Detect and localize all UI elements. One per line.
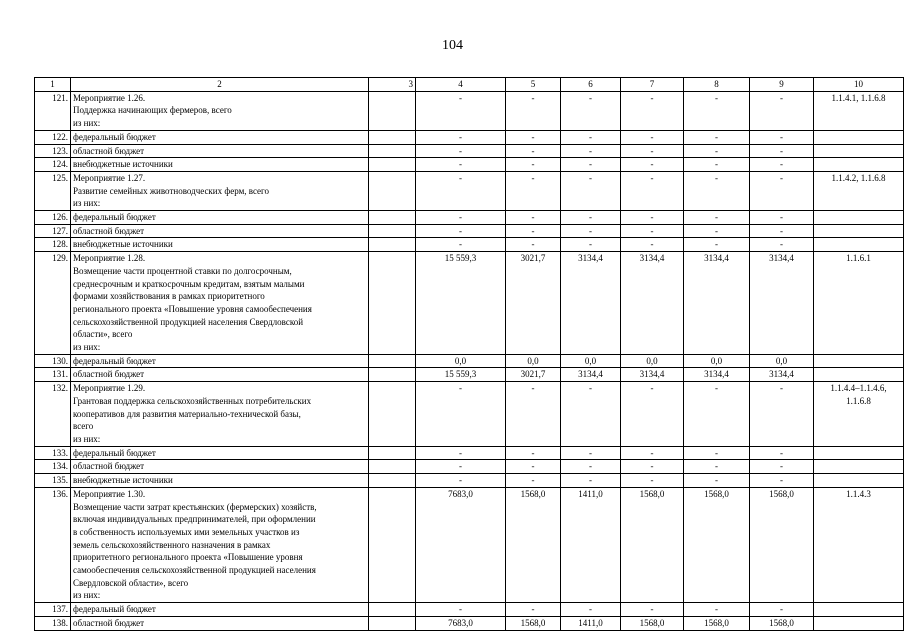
value-cell: -	[621, 446, 684, 460]
description-line: внебюджетные источники	[73, 239, 173, 250]
row-number: 128.	[35, 238, 71, 252]
table-row	[35, 382, 904, 447]
description-line: Мероприятие 1.26.	[73, 92, 146, 103]
table-row	[35, 354, 904, 368]
header-cell: 1	[35, 78, 71, 92]
value-cell: 3134,4	[561, 368, 621, 382]
value-cell: -	[684, 460, 750, 474]
col3-cell	[369, 171, 416, 210]
description-line: внебюджетные источники	[73, 159, 173, 170]
col3-cell	[369, 252, 416, 355]
value-cell: -	[416, 382, 506, 447]
value-cell: -	[561, 211, 621, 225]
row-number: 133.	[35, 446, 71, 460]
row-number: 136.	[35, 487, 71, 602]
value-cell: -	[416, 446, 506, 460]
table-row	[35, 616, 904, 630]
table-row	[35, 158, 904, 172]
value-cell: -	[506, 446, 561, 460]
indicator-code	[814, 603, 904, 617]
indicator-code-line: 1.1.4.1, 1.1.6.8	[831, 92, 886, 103]
description-line: из них:	[73, 433, 101, 444]
value-cell: -	[506, 144, 561, 158]
description-line: земель сельскохозяйственного назначения в рамках	[73, 539, 271, 550]
row-description	[71, 616, 369, 630]
row-description	[71, 171, 369, 210]
description-line: среднесрочным и краткосрочным кредитам, взятым малыми	[73, 278, 305, 289]
table-row	[35, 211, 904, 225]
description-line: Поддержка начинающих фермеров, всего	[73, 105, 232, 116]
value-cell: 0,0	[750, 354, 814, 368]
description-line: формами хозяйствования в рамках приоритетного	[73, 291, 265, 302]
header-cell: 4	[416, 78, 506, 92]
description-line: из них:	[73, 118, 101, 129]
indicator-code	[814, 158, 904, 172]
value-cell: -	[506, 158, 561, 172]
value-cell: -	[416, 171, 506, 210]
description-line: области», всего	[73, 329, 133, 340]
value-cell: -	[621, 238, 684, 252]
header-cell: 2	[71, 78, 369, 92]
description-line: областной бюджет	[73, 461, 145, 472]
value-cell: -	[750, 171, 814, 210]
table-row	[35, 144, 904, 158]
header-cell: 10	[814, 78, 904, 92]
value-cell: 1568,0	[621, 616, 684, 630]
description-line: федеральный бюджет	[73, 355, 156, 366]
indicator-code	[814, 238, 904, 252]
value-cell: -	[416, 158, 506, 172]
value-cell: 3134,4	[684, 368, 750, 382]
indicator-code	[814, 368, 904, 382]
header-cell: 3	[369, 78, 416, 92]
value-cell: -	[621, 158, 684, 172]
value-cell: 1568,0	[506, 616, 561, 630]
table-row	[35, 171, 904, 210]
value-cell: 1411,0	[561, 487, 621, 602]
row-number: 137.	[35, 603, 71, 617]
indicator-code	[814, 224, 904, 238]
row-description	[71, 252, 369, 355]
value-cell: -	[750, 474, 814, 488]
row-number: 138.	[35, 616, 71, 630]
description-line: сельскохозяйственной продукцией населения Свердловской	[73, 316, 304, 327]
row-description	[71, 446, 369, 460]
table-row	[35, 130, 904, 144]
value-cell: -	[621, 382, 684, 447]
row-description	[71, 474, 369, 488]
value-cell: -	[750, 144, 814, 158]
description-line: Мероприятие 1.30.	[73, 488, 146, 499]
row-number: 123.	[35, 144, 71, 158]
row-number: 126.	[35, 211, 71, 225]
indicator-code	[814, 211, 904, 225]
value-cell: -	[506, 238, 561, 252]
indicator-code	[814, 171, 904, 210]
value-cell: -	[561, 144, 621, 158]
value-cell: -	[684, 144, 750, 158]
description-line: из них:	[73, 342, 101, 353]
description-line: Возмещение части процентной ставки по долгосрочным,	[73, 265, 292, 276]
row-number: 125.	[35, 171, 71, 210]
value-cell: -	[621, 474, 684, 488]
table-row	[35, 446, 904, 460]
value-cell: -	[561, 130, 621, 144]
value-cell: -	[416, 474, 506, 488]
value-cell: 3134,4	[621, 252, 684, 355]
description-line: Развитие семейных животноводческих ферм, всего	[73, 185, 270, 196]
indicator-code-line: 1.1.6.1	[846, 253, 871, 264]
row-description	[71, 368, 369, 382]
value-cell: -	[416, 460, 506, 474]
row-description	[71, 460, 369, 474]
value-cell: -	[561, 603, 621, 617]
value-cell: 3134,4	[750, 252, 814, 355]
col3-cell	[369, 382, 416, 447]
value-cell: -	[750, 238, 814, 252]
value-cell: -	[561, 446, 621, 460]
row-number: 132.	[35, 382, 71, 447]
table-row	[35, 603, 904, 617]
table-row	[35, 238, 904, 252]
value-cell: 15 559,3	[416, 368, 506, 382]
indicator-code	[814, 474, 904, 488]
value-cell: 1568,0	[750, 487, 814, 602]
value-cell: 3134,4	[750, 368, 814, 382]
indicator-code	[814, 130, 904, 144]
value-cell: -	[506, 474, 561, 488]
row-description	[71, 238, 369, 252]
indicator-code	[814, 252, 904, 355]
col3-cell	[369, 211, 416, 225]
description-line: включая индивидуальных предпринимателей, при оформлении	[73, 514, 316, 525]
description-line: кооперативов для развития материально-технической базы,	[73, 408, 301, 419]
description-line: Мероприятие 1.28.	[73, 253, 146, 264]
value-cell: -	[561, 474, 621, 488]
indicator-code	[814, 144, 904, 158]
value-cell: -	[684, 603, 750, 617]
value-cell: -	[506, 460, 561, 474]
table-row	[35, 487, 904, 602]
value-cell: -	[750, 91, 814, 130]
value-cell: -	[684, 382, 750, 447]
description-line: областной бюджет	[73, 145, 145, 156]
row-number: 122.	[35, 130, 71, 144]
value-cell: -	[621, 130, 684, 144]
value-cell: 3134,4	[621, 368, 684, 382]
value-cell: -	[416, 144, 506, 158]
value-cell: -	[684, 224, 750, 238]
value-cell: -	[416, 238, 506, 252]
value-cell: 15 559,3	[416, 252, 506, 355]
value-cell: -	[561, 460, 621, 474]
col3-cell	[369, 91, 416, 130]
indicator-code	[814, 616, 904, 630]
value-cell: 1568,0	[506, 487, 561, 602]
value-cell: -	[750, 460, 814, 474]
header-cell: 5	[506, 78, 561, 92]
value-cell: -	[561, 158, 621, 172]
description-line: самообеспечения сельскохозяйственной продукцией населения	[73, 565, 316, 576]
header-cell: 8	[684, 78, 750, 92]
row-description	[71, 224, 369, 238]
value-cell: 3021,7	[506, 252, 561, 355]
indicator-code	[814, 382, 904, 447]
table-row	[35, 474, 904, 488]
row-number: 124.	[35, 158, 71, 172]
value-cell: -	[561, 238, 621, 252]
value-cell: -	[621, 224, 684, 238]
value-cell: -	[750, 446, 814, 460]
value-cell: 0,0	[506, 354, 561, 368]
header-cell: 6	[561, 78, 621, 92]
value-cell: -	[561, 382, 621, 447]
row-number: 131.	[35, 368, 71, 382]
table-row	[35, 224, 904, 238]
row-number: 130.	[35, 354, 71, 368]
description-line: областной бюджет	[73, 225, 145, 236]
value-cell: -	[506, 382, 561, 447]
budget-table	[34, 77, 904, 631]
value-cell: -	[506, 224, 561, 238]
value-cell: -	[750, 382, 814, 447]
description-line: в собственность используемых ими земельных участков из	[73, 526, 300, 537]
indicator-code-line: 1.1.4.4–1.1.4.6,	[830, 383, 887, 394]
value-cell: 1568,0	[684, 616, 750, 630]
row-number: 134.	[35, 460, 71, 474]
page-number: 104	[442, 38, 463, 53]
col3-cell	[369, 224, 416, 238]
description-line: регионального проекта «Повышение уровня самообеспечения	[73, 303, 312, 314]
col3-cell	[369, 368, 416, 382]
col3-cell	[369, 487, 416, 602]
header-cell: 7	[621, 78, 684, 92]
value-cell: -	[561, 171, 621, 210]
col3-cell	[369, 460, 416, 474]
value-cell: -	[750, 603, 814, 617]
value-cell: 3134,4	[684, 252, 750, 355]
value-cell: -	[416, 224, 506, 238]
value-cell: -	[416, 130, 506, 144]
value-cell: 3134,4	[561, 252, 621, 355]
value-cell: -	[506, 603, 561, 617]
value-cell: -	[506, 211, 561, 225]
row-description	[71, 603, 369, 617]
col3-cell	[369, 130, 416, 144]
value-cell: 7683,0	[416, 487, 506, 602]
value-cell: -	[621, 460, 684, 474]
description-line: Мероприятие 1.27.	[73, 172, 146, 183]
value-cell: -	[561, 91, 621, 130]
description-line: федеральный бюджет	[73, 447, 156, 458]
table-row	[35, 368, 904, 382]
value-cell: -	[506, 171, 561, 210]
value-cell: -	[506, 130, 561, 144]
value-cell: -	[416, 603, 506, 617]
value-cell: -	[750, 158, 814, 172]
value-cell: 7683,0	[416, 616, 506, 630]
indicator-code	[814, 446, 904, 460]
value-cell: -	[621, 211, 684, 225]
description-line: федеральный бюджет	[73, 131, 156, 142]
row-description	[71, 382, 369, 447]
value-cell: -	[684, 130, 750, 144]
indicator-code	[814, 354, 904, 368]
col3-cell	[369, 354, 416, 368]
row-description	[71, 211, 369, 225]
row-description	[71, 144, 369, 158]
description-line: федеральный бюджет	[73, 212, 156, 223]
row-description	[71, 91, 369, 130]
value-cell: -	[684, 446, 750, 460]
col3-cell	[369, 474, 416, 488]
value-cell: -	[416, 91, 506, 130]
header-row	[35, 78, 904, 92]
indicator-code	[814, 91, 904, 130]
value-cell: 0,0	[561, 354, 621, 368]
description-line: областной бюджет	[73, 617, 145, 628]
description-line: приоритетного регионального проекта «Повышение уровня	[73, 552, 303, 563]
col3-cell	[369, 446, 416, 460]
row-number: 127.	[35, 224, 71, 238]
table-row	[35, 91, 904, 130]
value-cell: -	[506, 91, 561, 130]
value-cell: -	[684, 91, 750, 130]
row-description	[71, 158, 369, 172]
value-cell: -	[750, 211, 814, 225]
value-cell: -	[750, 224, 814, 238]
table-row	[35, 460, 904, 474]
description-line: из них:	[73, 590, 101, 601]
value-cell: 0,0	[684, 354, 750, 368]
value-cell: -	[684, 211, 750, 225]
description-line: внебюджетные источники	[73, 475, 173, 486]
indicator-code	[814, 487, 904, 602]
value-cell: -	[621, 171, 684, 210]
row-description	[71, 487, 369, 602]
col3-cell	[369, 616, 416, 630]
description-line: Грантовая поддержка сельскохозяйственных потребительских	[73, 395, 312, 406]
value-cell: -	[684, 238, 750, 252]
col3-cell	[369, 144, 416, 158]
indicator-code-line: 1.1.4.3	[846, 488, 871, 499]
value-cell: 1568,0	[750, 616, 814, 630]
description-line: Мероприятие 1.29.	[73, 383, 146, 394]
header-cell: 9	[750, 78, 814, 92]
value-cell: -	[684, 171, 750, 210]
value-cell: -	[416, 211, 506, 225]
value-cell: -	[621, 603, 684, 617]
value-cell: 3021,7	[506, 368, 561, 382]
value-cell: -	[684, 474, 750, 488]
row-description	[71, 130, 369, 144]
value-cell: -	[621, 91, 684, 130]
description-line: областной бюджет	[73, 369, 145, 380]
value-cell: 0,0	[416, 354, 506, 368]
row-number: 129.	[35, 252, 71, 355]
value-cell: -	[621, 144, 684, 158]
row-number: 135.	[35, 474, 71, 488]
col3-cell	[369, 238, 416, 252]
row-description	[71, 354, 369, 368]
value-cell: 1411,0	[561, 616, 621, 630]
col3-cell	[369, 158, 416, 172]
row-number: 121.	[35, 91, 71, 130]
value-cell: -	[684, 158, 750, 172]
value-cell: 1568,0	[684, 487, 750, 602]
value-cell: 0,0	[621, 354, 684, 368]
table-row	[35, 252, 904, 355]
description-line: из них:	[73, 198, 101, 209]
indicator-code	[814, 460, 904, 474]
description-line: всего	[73, 421, 94, 432]
indicator-code-line: 1.1.4.2, 1.1.6.8	[831, 172, 886, 183]
value-cell: -	[750, 130, 814, 144]
description-line: Свердловской области», всего	[73, 577, 189, 588]
description-line: федеральный бюджет	[73, 604, 156, 615]
value-cell: -	[561, 224, 621, 238]
indicator-code-line: 1.1.6.8	[846, 395, 871, 406]
col3-cell	[369, 603, 416, 617]
value-cell: 1568,0	[621, 487, 684, 602]
description-line: Возмещение части затрат крестьянских (фермерских) хозяйств,	[73, 501, 317, 512]
